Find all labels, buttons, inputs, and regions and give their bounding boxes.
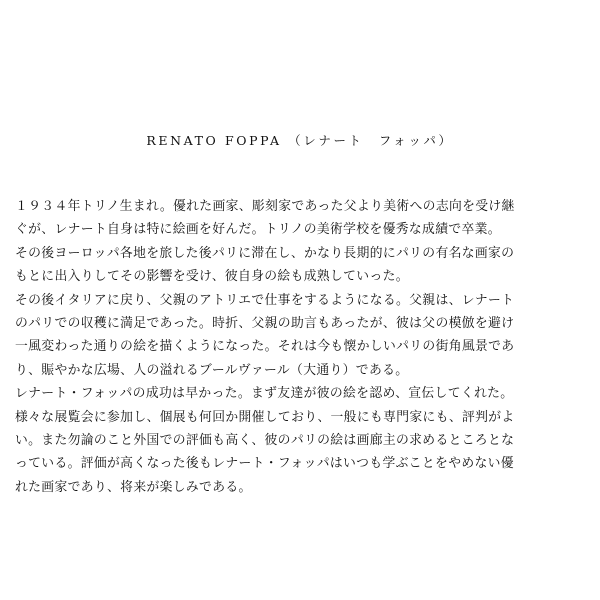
- text-line: 一風変わった通りの絵を描くようになった。それは今も懐かしいパリの街角風景であ: [15, 339, 515, 355]
- text-line: のパリでの収穫に満足であった。時折、父親の助言もあったが、彼は父の模倣を避け: [15, 315, 515, 331]
- biography-text: [15, 195, 590, 499]
- text-line: 様々な展覧会に参加し、個展も何回か開催しており、一般にも専門家にも、評判がよ: [15, 409, 515, 425]
- text-line: い。また勿論のこと外国での評価も高く、彼のパリの絵は画廊主の求めるところとな: [15, 432, 515, 448]
- text-line: ぐが、レナート自身は特に絵画を好んだ。トリノの美術学校を優秀な成績で卒業。: [15, 222, 501, 238]
- text-line: っている。評価が高くなった後もレナート・フォッパはいつも学ぶことをやめない優: [15, 456, 514, 472]
- text-line: その後ヨーロッパ各地を旅した後パリに滞在し、かなり長期的にパリの有名な画家の: [15, 245, 515, 261]
- text-line: もとに出入りしてその影響を受け、彼自身の絵も成熟していった。: [15, 269, 409, 285]
- text-line: り、賑やかな広場、人の溢れるブールヴァール（大通り）である。: [15, 362, 409, 378]
- text-line: その後イタリアに戻り、父親のアトリエで仕事をするようになる。父親は、レナート: [15, 292, 515, 308]
- text-line: レナート・フォッパの成功は早かった。まず友達が彼の絵を認め、宣伝してくれた。: [15, 386, 514, 402]
- document-title: RENATO FOPPA （レナート フォッパ）: [146, 133, 454, 148]
- text-line: れた画家であり、将来が楽しみである。: [15, 479, 252, 495]
- text-line: １９３４年トリノ生まれ。優れた画家、彫刻家であった父より美術への志向を受け継: [15, 199, 515, 214]
